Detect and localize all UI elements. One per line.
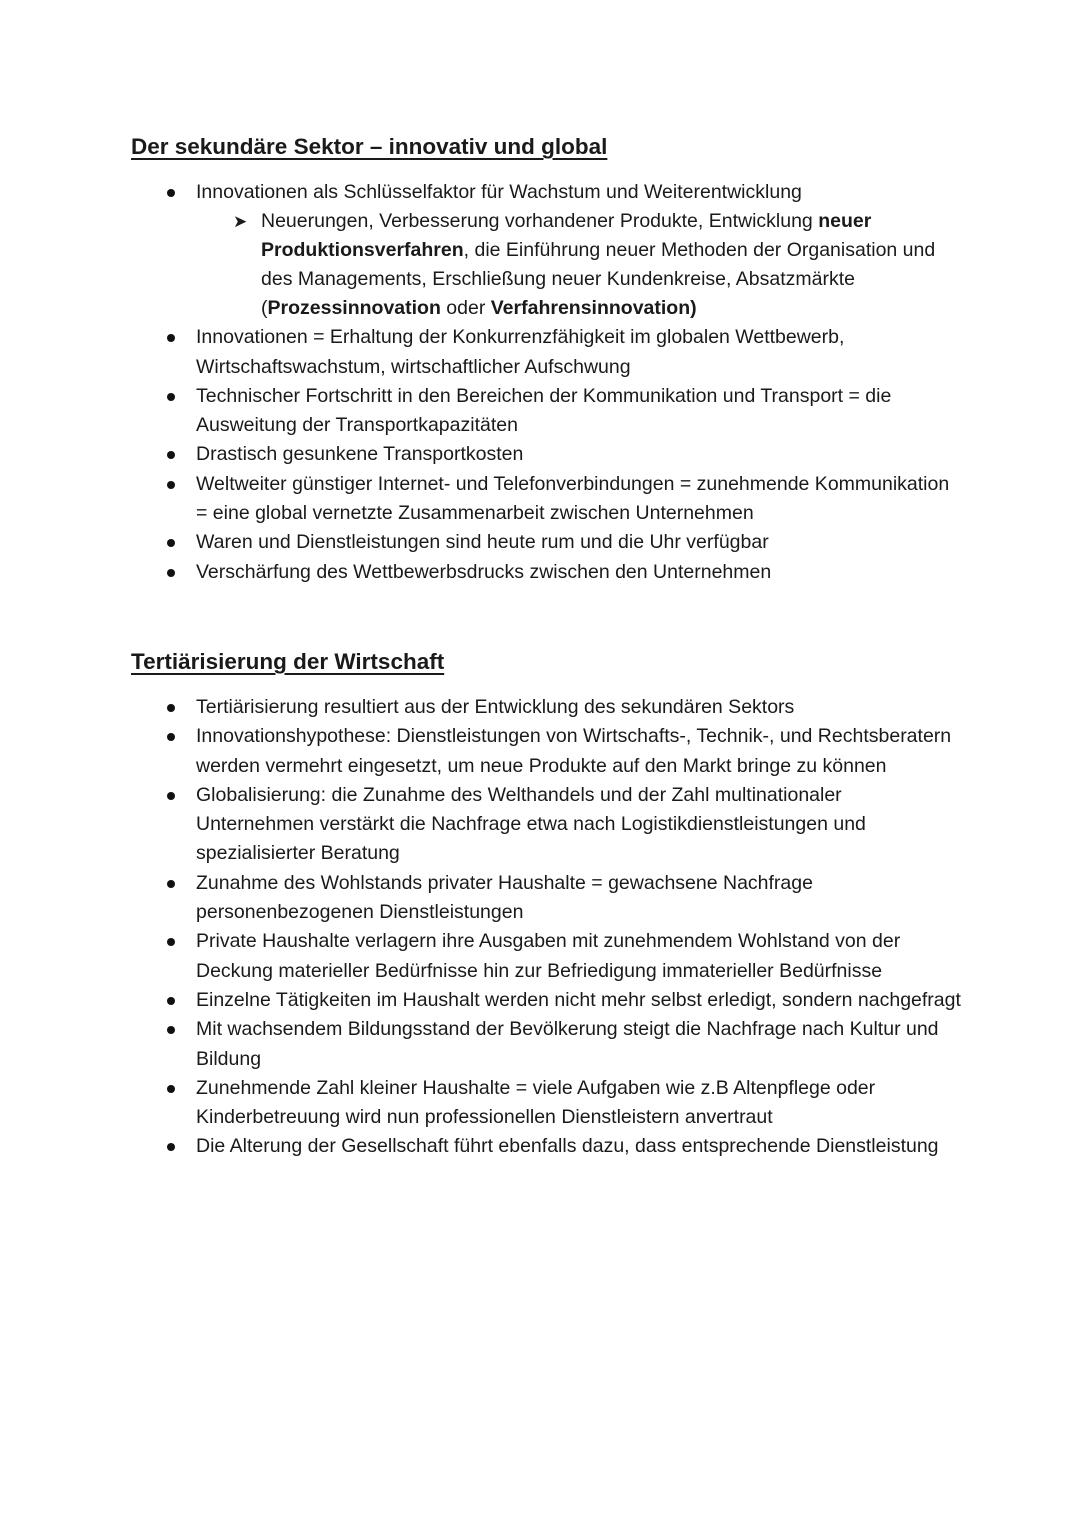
list-item-text: Zunehmende Zahl kleiner Haushalte = viele Aufgaben wie z.B Altenpflege oder Kinderbetreuung wird nun professionellen Dienstleistern anvertraut xyxy=(196,1076,876,1129)
list-item xyxy=(131,722,961,781)
list-item xyxy=(131,470,961,529)
bullet-icon xyxy=(167,334,175,342)
list-item-text: Weltweiter günstiger Internet- und Telefonverbindungen = zunehmende Kommunikation = eine global vernetzte Zusammenarbeit zwischen Unternehmen xyxy=(196,472,950,525)
section-secondary-sector xyxy=(131,132,961,587)
list-item xyxy=(131,781,961,869)
bullet-icon xyxy=(167,451,175,459)
list-item-text: Private Haushalte verlagern ihre Ausgaben mit zunehmendem Wohlstand von der Deckung materieller Bedürfnisse hin zur Befriedigung immaterieller Bedürfnisse xyxy=(196,930,901,982)
sub-text-bold: neuer Produktionsverfahren xyxy=(261,210,872,262)
bullet-icon xyxy=(167,733,175,741)
arrowhead-icon: ➤ xyxy=(233,212,248,232)
sub-text-part: , die Einführung neuer Methoden der Organisation und des Managements, Erschließung neuer Kundenkreise, Absatzmärkte ( xyxy=(261,239,936,320)
list-item xyxy=(131,693,961,722)
bullet-icon xyxy=(167,997,175,1005)
list-item xyxy=(131,869,961,928)
sub-list-item xyxy=(196,207,961,323)
bullet-icon xyxy=(167,569,175,577)
bullet-icon xyxy=(167,938,175,946)
bullet-icon xyxy=(167,1026,175,1034)
list-item-text: Drastisch gesunkene Transportkosten xyxy=(196,443,524,466)
sub-text-bold: Prozessinnovation xyxy=(267,297,441,320)
list-item-text: Zunahme des Wohlstands privater Haushalte = gewachsene Nachfrage personenbezogenen Dienstleistungen xyxy=(196,871,813,924)
bullet-list xyxy=(131,693,961,1162)
list-item xyxy=(131,1132,961,1161)
list-item xyxy=(131,927,961,986)
section-heading: Der sekundäre Sektor – innovativ und global xyxy=(131,134,608,159)
list-item-text: Verschärfung des Wettbewerbsdrucks zwischen den Unternehmen xyxy=(196,560,772,583)
bullet-icon xyxy=(167,704,175,712)
bullet-list xyxy=(131,178,961,587)
bullet-icon xyxy=(167,1143,175,1151)
list-item-text: Die Alterung der Gesellschaft führt ebenfalls dazu, dass entsprechende Dienstleistung xyxy=(196,1135,939,1158)
list-item xyxy=(131,382,961,441)
list-item-text: Technischer Fortschritt in den Bereichen der Kommunikation und Transport = die Ausweitung der Transportkapazitäten xyxy=(196,384,892,437)
section-heading: Tertiärisierung der Wirtschaft xyxy=(131,649,445,674)
section-tertiarization xyxy=(131,647,961,1162)
list-item-text: Globalisierung: die Zunahme des Welthandels und der Zahl multinationaler Unternehmen verstärkt die Nachfrage etwa nach Logistikdienstleistungen und spezialisierter Beratung xyxy=(196,783,866,865)
bullet-icon xyxy=(167,1085,175,1093)
list-item-text: Mit wachsendem Bildungsstand der Bevölkerung steigt die Nachfrage nach Kultur und Bildung xyxy=(196,1018,939,1070)
list-item xyxy=(131,986,961,1015)
bullet-icon xyxy=(167,481,175,489)
list-item-text: Tertiärisierung resultiert aus der Entwicklung des sekundären Sektors xyxy=(196,696,795,718)
sub-text-part: oder xyxy=(440,297,491,320)
sub-text-part: Neuerungen, Verbesserung vorhandener Produkte, Entwicklung xyxy=(261,210,819,233)
list-item-text: Waren und Dienstleistungen sind heute rum und die Uhr verfügbar xyxy=(196,531,769,554)
list-item xyxy=(131,558,961,587)
list-item xyxy=(131,1015,961,1074)
list-item xyxy=(131,1074,961,1133)
list-item xyxy=(131,440,961,469)
bullet-icon xyxy=(167,880,175,888)
list-item xyxy=(131,323,961,382)
bullet-icon xyxy=(167,393,175,401)
bullet-icon xyxy=(167,539,175,547)
list-item-text: Innovationen = Erhaltung der Konkurrenzfähigkeit im globalen Wettbewerb, Wirtschaftswachstum, wirtschaftlicher Aufschwung xyxy=(196,326,845,378)
list-item-text: Innovationen als Schlüsselfaktor für Wachstum und Weiterentwicklung xyxy=(196,181,802,203)
list-item xyxy=(131,528,961,557)
sub-list xyxy=(196,207,961,323)
list-item-text: Einzelne Tätigkeiten im Haushalt werden nicht mehr selbst erledigt, sondern nachgefragt xyxy=(196,988,961,1011)
sub-text-bold: Verfahrensinnovation) xyxy=(490,297,697,320)
list-item-text: Innovationshypothese: Dienstleistungen von Wirtschafts-, Technik-, und Rechtsberatern werden vermehrt eingesetzt, um neue Produkte auf den Markt bringe zu können xyxy=(196,725,952,777)
bullet-icon xyxy=(167,189,175,197)
list-item xyxy=(131,178,961,323)
bullet-icon xyxy=(167,792,175,800)
